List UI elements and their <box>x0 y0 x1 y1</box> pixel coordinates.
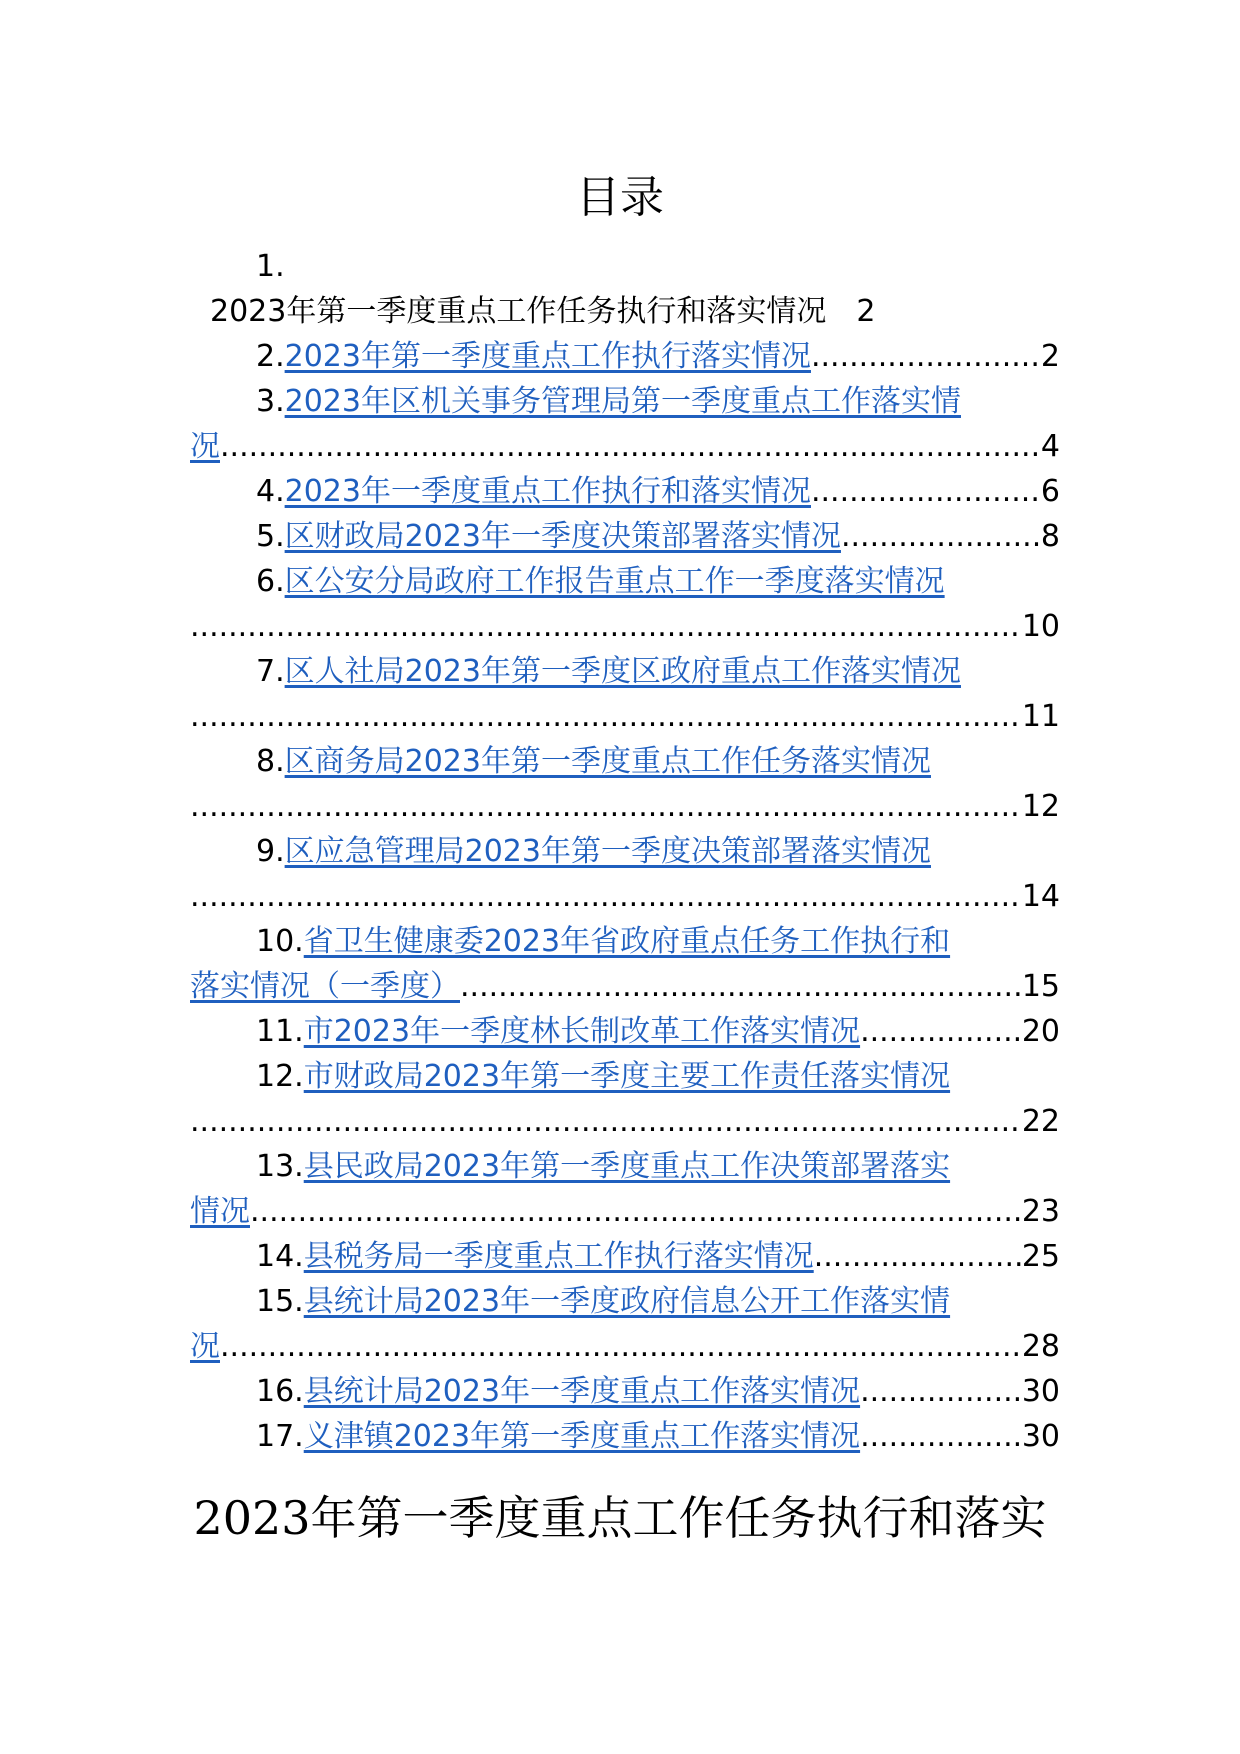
toc-entry-link-continued[interactable]: 情况 <box>190 1194 250 1229</box>
toc-entry-link[interactable]: 2023年一季度重点工作执行和落实情况 <box>284 474 811 509</box>
toc-leader-dots <box>860 1414 1022 1459</box>
toc-entry <box>190 1414 1060 1459</box>
toc-entry-number: 15. <box>256 1284 304 1319</box>
toc-leader-dots <box>190 694 1022 739</box>
toc-leader-dots <box>190 1099 1022 1144</box>
toc-entry-link[interactable]: 2023年第一季度重点工作执行落实情况 <box>284 339 811 374</box>
toc-entry-number: 8. <box>256 744 285 779</box>
toc-entry-link[interactable]: 区应急管理局2023年第一季度决策部署落实情况 <box>284 834 931 869</box>
toc-entry-page: 11 <box>1021 699 1060 734</box>
toc-entry <box>190 739 1060 829</box>
toc-entry-page: 4 <box>1040 429 1060 464</box>
toc-entry-number: 10. <box>256 924 304 959</box>
table-of-contents <box>190 244 1060 1459</box>
toc-entry-link[interactable]: 市财政局2023年第一季度主要工作责任落实情况 <box>303 1059 951 1094</box>
toc-entry-link-continued[interactable]: 况 <box>190 1329 220 1364</box>
toc-entry-link[interactable]: 县统计局2023年一季度政府信息公开工作落实情 <box>303 1284 951 1319</box>
toc-entry <box>190 1279 1060 1369</box>
toc-entry-link[interactable]: 县统计局2023年一季度重点工作落实情况 <box>303 1374 861 1409</box>
toc-entry-link[interactable]: 县税务局一季度重点工作执行落实情况 <box>303 1239 814 1274</box>
toc-entry-number: 7. <box>256 654 285 689</box>
toc-entry-title: 2023年第一季度重点工作任务执行和落实情况 <box>210 294 827 329</box>
toc-entry <box>190 469 1060 514</box>
toc-entry-link-continued[interactable]: 况 <box>190 429 220 464</box>
toc-entry-link[interactable]: 区公安分局政府工作报告重点工作一季度落实情况 <box>284 564 945 599</box>
toc-entry-number: 13. <box>256 1149 304 1184</box>
toc-entry-page: 8 <box>1040 519 1060 554</box>
toc-entry-link[interactable]: 区商务局2023年第一季度重点工作任务落实情况 <box>284 744 931 779</box>
toc-entry-page: 30 <box>1021 1374 1060 1409</box>
toc-leader-dots <box>220 424 1041 469</box>
toc-entry-link[interactable]: 市2023年一季度林长制改革工作落实情况 <box>303 1014 861 1049</box>
toc-leader-dots <box>811 469 1041 514</box>
toc-entry-number: 5. <box>256 519 285 554</box>
toc-entry-page: 2 <box>856 294 876 329</box>
toc-leader-dots <box>814 1234 1022 1279</box>
toc-leader-dots <box>841 514 1041 559</box>
toc-entry-number: 9. <box>256 834 285 869</box>
toc-entry-page: 28 <box>1021 1329 1060 1364</box>
toc-entry-page: 15 <box>1021 969 1060 1004</box>
toc-leader-dots <box>250 1189 1022 1234</box>
toc-entry-number: 2. <box>256 339 285 374</box>
toc-entry <box>190 334 1060 379</box>
toc-entry-number: 12. <box>256 1059 304 1094</box>
toc-leader-dots <box>860 1009 1022 1054</box>
toc-entry-link[interactable]: 2023年区机关事务管理局第一季度重点工作落实情 <box>284 384 961 419</box>
toc-entry-link[interactable]: 省卫生健康委2023年省政府重点任务工作执行和 <box>303 924 951 959</box>
toc-entry-page: 12 <box>1021 789 1060 824</box>
toc-leader-dots <box>460 964 1022 1009</box>
toc-leader-dots <box>190 604 1022 649</box>
toc-entry-page: 30 <box>1021 1419 1060 1454</box>
toc-leader-dots <box>190 784 1022 829</box>
toc-entry <box>190 559 1060 649</box>
toc-entry-number: 16. <box>256 1374 304 1409</box>
toc-entry-page: 20 <box>1021 1014 1060 1049</box>
toc-entry-page: 25 <box>1021 1239 1060 1274</box>
toc-entry-page: 22 <box>1021 1104 1060 1139</box>
toc-entry <box>190 829 1060 919</box>
toc-entry <box>190 649 1060 739</box>
toc-entry <box>190 1234 1060 1279</box>
toc-entry-number: 6. <box>256 564 285 599</box>
toc-entry-page: 14 <box>1021 879 1060 914</box>
toc-entry-link[interactable]: 义津镇2023年第一季度重点工作落实情况 <box>303 1419 861 1454</box>
toc-leader-dots <box>190 874 1022 919</box>
toc-entry-page: 10 <box>1021 609 1060 644</box>
toc-entry-link[interactable]: 区财政局2023年一季度决策部署落实情况 <box>284 519 841 554</box>
toc-entry-number: 11. <box>256 1014 304 1049</box>
toc-entry <box>190 1369 1060 1414</box>
toc-title: 目录 <box>576 172 664 223</box>
toc-entry-link[interactable]: 区人社局2023年第一季度区政府重点工作落实情况 <box>284 654 961 689</box>
toc-entry-number: 4. <box>256 474 285 509</box>
toc-entry-link-continued[interactable]: 落实情况（一季度） <box>190 969 460 1004</box>
toc-entry <box>190 514 1060 559</box>
toc-entry <box>190 1009 1060 1054</box>
toc-leader-dots <box>220 1324 1022 1369</box>
toc-entry <box>190 244 1060 334</box>
toc-entry-page: 2 <box>1040 339 1060 374</box>
toc-entry <box>190 1054 1060 1144</box>
document-heading: 2023年第一季度重点工作任务执行和落实 <box>193 1491 1047 1545</box>
toc-entry-page: 6 <box>1040 474 1060 509</box>
toc-entry-number: 14. <box>256 1239 304 1274</box>
toc-leader-dots <box>811 334 1041 379</box>
toc-entry-number: 17. <box>256 1419 304 1454</box>
toc-entry <box>190 919 1060 1009</box>
toc-entry <box>190 1144 1060 1234</box>
toc-entry-number: 1. <box>256 249 285 284</box>
toc-leader-dots <box>860 1369 1022 1414</box>
toc-entry-number: 3. <box>256 384 285 419</box>
toc-entry-link[interactable]: 县民政局2023年第一季度重点工作决策部署落实 <box>303 1149 951 1184</box>
toc-entry <box>190 379 1060 469</box>
toc-entry-page: 23 <box>1021 1194 1060 1229</box>
